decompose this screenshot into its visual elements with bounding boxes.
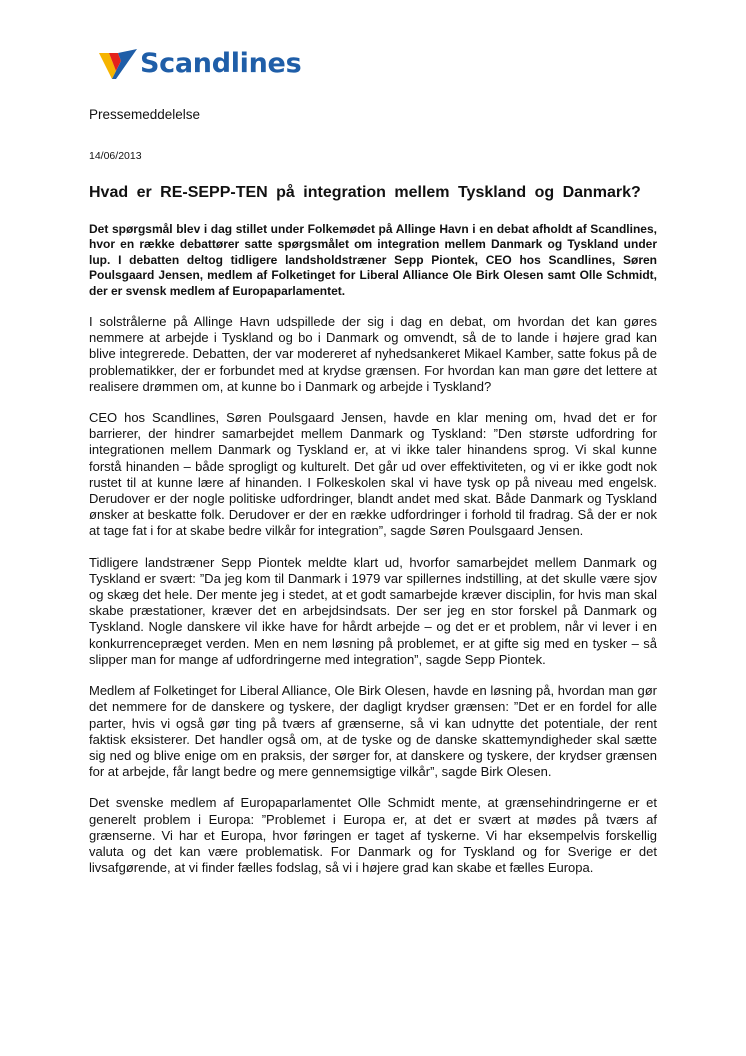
body-paragraph: Det svenske medlem af Europaparlamentet Olle Schmidt mente, at grænsehindringerne er et generelt problem i Europa: ”Problemet i Europa er, at det er svært at mødes på tværs af grænserne. Vi har et Europa, hvor føringen er taget af tyskerne. Vi har eksempelvis forskellig valuta og det kan være problematisk. For Danmark og for Tyskland og for Sverige er det livsafgørende, at vi finder fælles fodslag, så vi i højere grad kan skabe et fælles Europa. <box>89 795 657 876</box>
body-paragraph: Tidligere landstræner Sepp Piontek meldte klart ud, hvorfor samarbejdet mellem Danmark og Tyskland er svært: ”Da jeg kom til Danmark i 1979 var spillernes indstilling, at det skulle være sjov og skæg det hele. Der mente jeg i stedet, at et godt samarbejde kræver disciplin, for hvis man skal skabe præstationer, kræver det en arbejdsindsats. Der ser jeg en stor forskel på Danmark og Tyskland. Nogle danskere vil ikke have for hårdt arbejde – og det er et problem, når vi lever i en konkurrencepræget verden. Men en nem løsning på problemet, er at gifte sig med en tysker – så slipper man for mange af udfordringerne med integration”, sagde Sepp Piontek. <box>89 554 657 667</box>
lead-paragraph: Det spørgsmål blev i dag stillet under Folkemødet på Allinge Havn i en debat afholdt af Scandlines, hvor en række debattører satte spørgsmålet om integration mellem Danmark og Tyskland under lup. I debatten deltog tidligere landsholdstræner Sepp Piontek, CEO hos Scandlines, Søren Poulsgaard Jensen, medlem af Folketinget for Liberal Alliance Ole Birk Olesen samt Olle Schmidt, der er svensk medlem af Europaparlamentet. <box>89 222 657 298</box>
scandlines-logo <box>99 46 301 82</box>
brand-name: Scandlines <box>140 48 302 79</box>
scandlines-logo-mark-icon <box>99 49 137 79</box>
document-type: Pressemeddelelse <box>89 107 201 122</box>
press-release-body <box>89 107 657 876</box>
document-date: 14/06/2013 <box>89 150 142 162</box>
body-paragraph: CEO hos Scandlines, Søren Poulsgaard Jensen, havde en klar mening om, hvad det er for barrierer, der hindrer samarbejdet mellem Danmark og Tyskland: ”Den største udfordring for integrationen mellem Danmark og Tyskland er, at vi ikke taler hinandens sprog. Vi skal kunne forstå hinanden – både sprogligt og kulturelt. Det går ud over effektiviteten, og vi er ikke godt nok rustet til at kunne lære af hinanden. I Folkeskolen skal vi have tysk op på niveau med engelsk. Derudover er der nogle politiske udfordringer, blandt andet med skat. Både Danmark og Tyskland ønsker at beskatte folk. Derudover er der en række udfordringer i forhold til fradrag. Så der er nok at tage fat i for at skabe bedre vilkår for integration”, sagde Søren Poulsgaard Jensen. <box>89 410 657 539</box>
body-paragraph: I solstrålerne på Allinge Havn udspillede der sig i dag en debat, om hvordan det kan gøres nemmere at arbejde i Tyskland og bo i Danmark og omvendt, så de to lande i højere grad kan blive integrerede. Debatten, der var modereret af nyhedsankeret Mikael Kamber, satte fokus på de problematikker, der er forbundet med at krydse grænsen. For hvordan kan man gøre det lettere at realisere drømmen om, at kunne bo i Danmark og arbejde i Tyskland? <box>89 314 657 394</box>
body-paragraph: Medlem af Folketinget for Liberal Alliance, Ole Birk Olesen, havde en løsning på, hvordan man gør det nemmere for de danskere og tyskere, der dagligt krydser grænsen: ”Det er en fordel for alle parter, hvis vi også gør ting på tværs af grænserne, så vi kan udnytte det potentiale, der rent faktisk eksisterer. Det handler også om, at de tyske og de danske skattemyndigheder skal sætte sig ned og blive enige om en praksis, der sørger for, at danskere og tyskere, der krydser grænsen for at arbejde, får langt bedre og mere gennemsigtige vilkår”, sagde Birk Olesen. <box>89 683 657 780</box>
headline: Hvad er RE-SEPP-TEN på integration mellem Tyskland og Danmark? <box>89 184 641 201</box>
